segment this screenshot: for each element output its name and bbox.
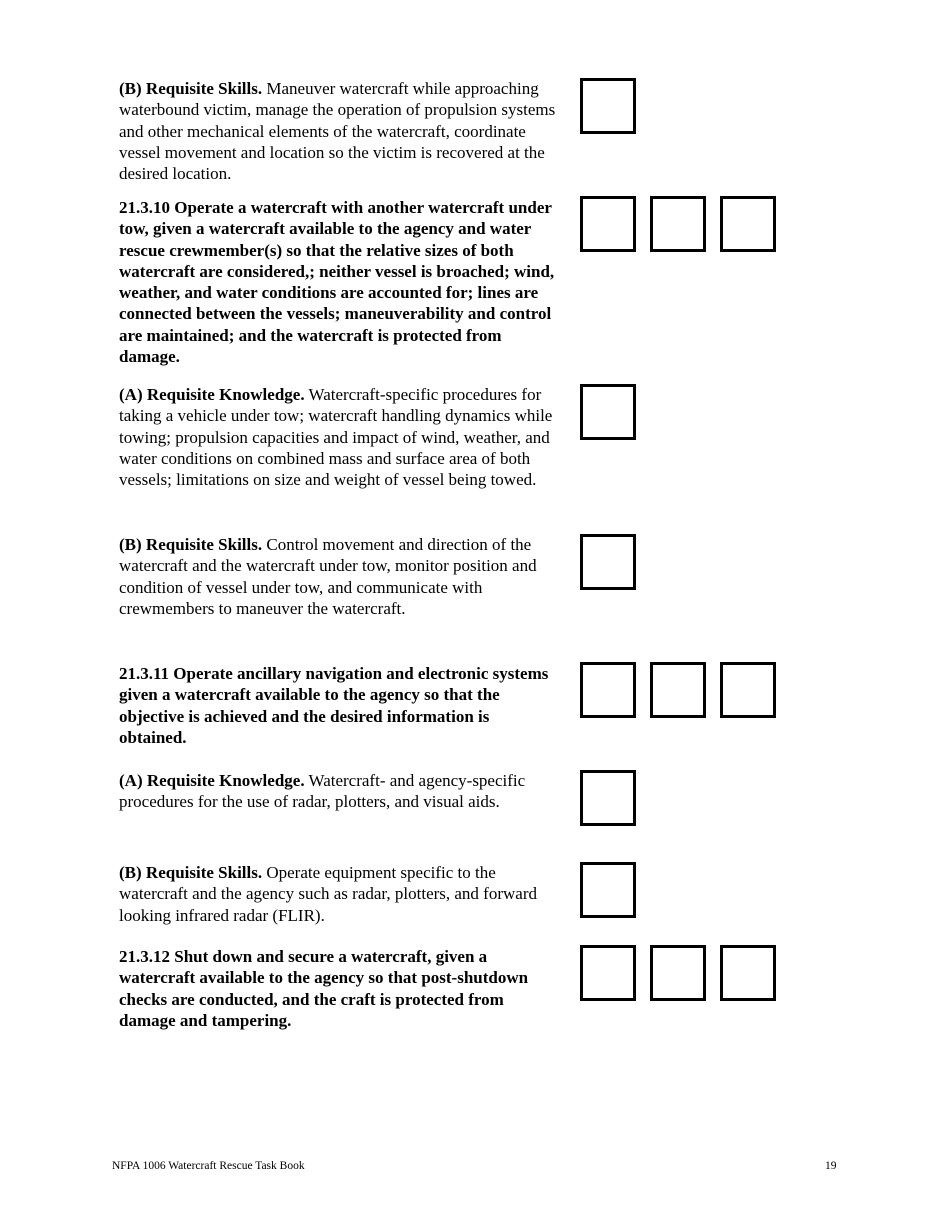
standard-text: 21.3.10 Operate a watercraft with another watercraft under tow, given a watercraft available to the agency and water rescue crewmember(s) so that the relative sizes of both watercraft are considered,; neither vessel is broached; wind, weather, and water conditions are accounted for; lines are connected between the vessels; maneuverability and control are maintained; and the watercraft is protected from damage.: [119, 198, 555, 367]
signoff-checkbox-group: [580, 662, 776, 718]
footer-document-title: NFPA 1006 Watercraft Rescue Task Book: [112, 1160, 305, 1172]
signoff-checkbox[interactable]: [720, 945, 776, 1001]
signoff-checkbox[interactable]: [720, 196, 776, 252]
standard-21-3-11: [119, 663, 559, 748]
paragraph-text: Operate equipment specific to the watercraft and the agency such as radar, plotters, and forward looking infrared radar (FLIR).: [119, 863, 537, 925]
signoff-checkbox[interactable]: [580, 78, 636, 134]
signoff-checkbox[interactable]: [580, 770, 636, 826]
signoff-checkbox[interactable]: [580, 662, 636, 718]
signoff-checkbox-group: [580, 384, 636, 440]
signoff-checkbox[interactable]: [720, 662, 776, 718]
standard-21-3-12: [119, 946, 559, 1031]
footer-page-number: 19: [825, 1160, 837, 1172]
paragraph-lead: (B) Requisite Skills.: [119, 863, 263, 882]
paragraph-lead: (A) Requisite Knowledge.: [119, 385, 305, 404]
signoff-checkbox-group: [580, 78, 636, 134]
signoff-checkbox-group: [580, 196, 776, 252]
signoff-checkbox[interactable]: [580, 384, 636, 440]
signoff-checkbox[interactable]: [580, 945, 636, 1001]
paragraph-text: Control movement and direction of the watercraft and the watercraft under tow, monitor position and condition of vessel under tow, and communicate with crewmembers to maneuver the watercraft.: [119, 535, 537, 618]
signoff-checkbox[interactable]: [650, 662, 706, 718]
requisite-skills-paragraph: [119, 534, 564, 619]
signoff-checkbox[interactable]: [580, 196, 636, 252]
paragraph-text: Watercraft- and agency-specific procedures for the use of radar, plotters, and visual aids.: [119, 771, 526, 812]
signoff-checkbox-group: [580, 945, 776, 1001]
paragraph-lead: (A) Requisite Knowledge.: [119, 771, 305, 790]
signoff-checkbox[interactable]: [580, 534, 636, 590]
standard-21-3-10: [119, 197, 559, 367]
requisite-knowledge-paragraph: [119, 770, 564, 813]
paragraph-text: Maneuver watercraft while approaching waterbound victim, manage the operation of propulsion systems and other mechanical elements of the watercraft, coordinate vessel movement and location so the victim is recovered at the desired location.: [119, 79, 556, 184]
standard-text: 21.3.12 Shut down and secure a watercraft, given a watercraft available to the agency so that post-shutdown checks are conducted, and the craft is protected from damage and tampering.: [119, 947, 529, 1030]
signoff-checkbox[interactable]: [650, 196, 706, 252]
standard-text: 21.3.11 Operate ancillary navigation and electronic systems given a watercraft available to the agency so that the objective is achieved and the desired information is obtained.: [119, 664, 549, 747]
requisite-skills-paragraph: [119, 862, 564, 926]
requisite-knowledge-paragraph: [119, 384, 564, 490]
paragraph-text: Watercraft-specific procedures for taking a vehicle under tow; watercraft handling dynamics while towing; propulsion capacities and impact of wind, weather, and water conditions on combined mass and surface area of both vessels; limitations on size and weight of vessel being towed.: [119, 385, 553, 490]
signoff-checkbox-group: [580, 770, 636, 826]
signoff-checkbox[interactable]: [650, 945, 706, 1001]
signoff-checkbox-group: [580, 862, 636, 918]
signoff-checkbox[interactable]: [580, 862, 636, 918]
paragraph-lead: (B) Requisite Skills.: [119, 535, 263, 554]
paragraph-lead: (B) Requisite Skills.: [119, 79, 263, 98]
signoff-checkbox-group: [580, 534, 636, 590]
requisite-skills-paragraph: [119, 78, 564, 184]
